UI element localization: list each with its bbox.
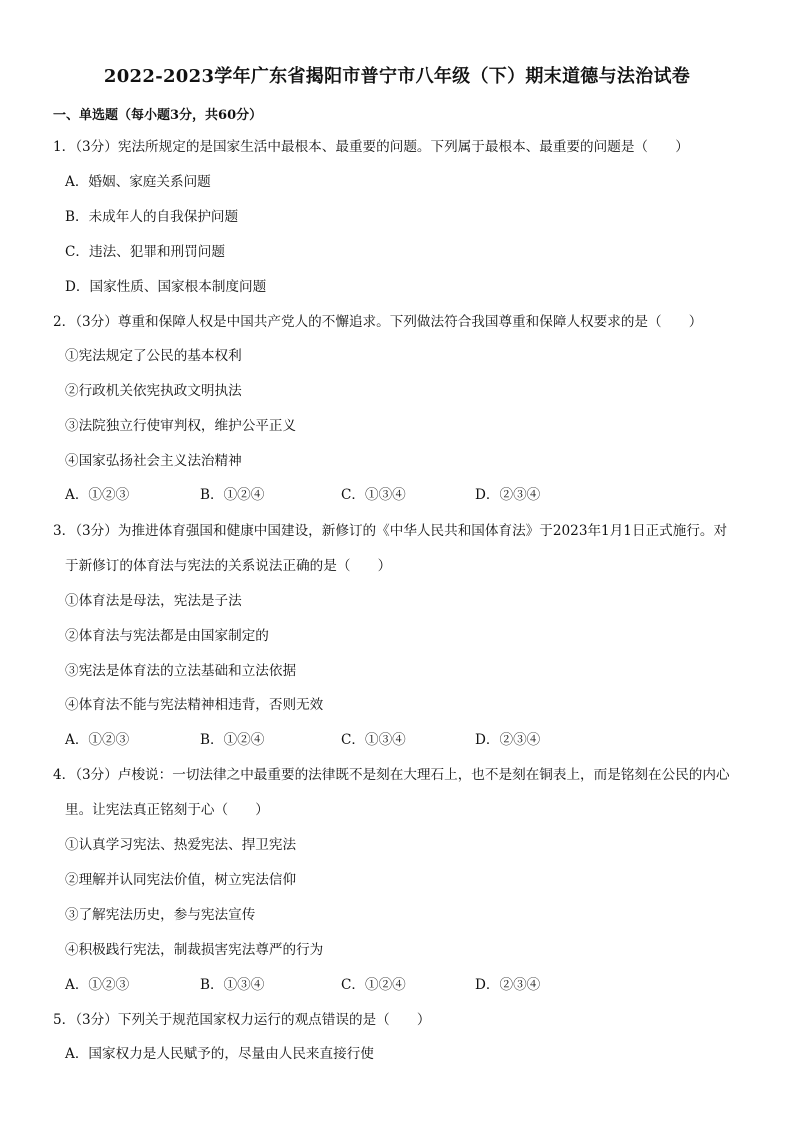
question-4-stem-line-2: 里。让宪法真正铭刻于心（ ） xyxy=(65,802,269,818)
q2-choice-d: D．②③④ xyxy=(475,487,541,503)
q4-choice-a: A．①②③ xyxy=(65,977,130,993)
q1-option-c: C．违法、犯罪和刑罚问题 xyxy=(65,244,225,260)
q3-item-4: ④体育法不能与宪法精神相违背，否则无效 xyxy=(65,697,324,713)
q3-item-1: ①体育法是母法，宪法是子法 xyxy=(65,593,242,609)
q1-option-d: D．国家性质、国家根本制度问题 xyxy=(65,279,267,295)
q2-item-4: ④国家弘扬社会主义法治精神 xyxy=(65,453,242,469)
question-2-stem: 2．（3分）尊重和保障人权是中国共产党人的不懈追求。下列做法符合我国尊重和保障人权要求的是（ ） xyxy=(53,314,703,330)
q2-item-2: ②行政机关依宪执政文明执法 xyxy=(65,383,242,399)
question-5-stem: 5．（3分）下列关于规范国家权力运行的观点错误的是（ ） xyxy=(53,1012,431,1028)
question-3-stem-line-1: 3．（3分）为推进体育强国和健康中国建设，新修订的《中华人民共和国体育法》于2023年1月1日正式施行。对 xyxy=(53,523,728,539)
q4-item-2: ②理解并认同宪法价值，树立宪法信仰 xyxy=(65,872,297,888)
q2-item-3: ③法院独立行使审判权，维护公平正义 xyxy=(65,418,297,434)
q3-item-2: ②体育法与宪法都是由国家制定的 xyxy=(65,628,269,644)
q3-choice-c: C．①③④ xyxy=(341,732,406,748)
question-4-stem-line-1: 4．（3分）卢梭说：一切法律之中最重要的法律既不是刻在大理石上，也不是刻在铜表上，而是铭刻在公民的内心 xyxy=(53,767,730,783)
q1-option-a: A．婚姻、家庭关系问题 xyxy=(65,174,211,190)
q4-item-4: ④积极践行宪法，制裁损害宪法尊严的行为 xyxy=(65,942,324,958)
q4-choice-b: B．①③④ xyxy=(200,977,265,993)
q4-item-1: ①认真学习宪法、热爱宪法、捍卫宪法 xyxy=(65,837,297,853)
q4-choice-c: C．①②④ xyxy=(341,977,406,993)
question-1-stem: 1．（3分）宪法所规定的是国家生活中最根本、最重要的问题。下列属于最根本、最重要的问题是（ ） xyxy=(53,139,689,155)
q2-choice-c: C．①③④ xyxy=(341,487,406,503)
section-heading: 一、单选题（每小题3分，共60分） xyxy=(53,108,263,123)
q2-choice-a: A．①②③ xyxy=(65,487,130,503)
q4-item-3: ③了解宪法历史，参与宪法宣传 xyxy=(65,907,256,923)
q1-option-b: B．未成年人的自我保护问题 xyxy=(65,209,239,225)
q2-item-1: ①宪法规定了公民的基本权利 xyxy=(65,348,242,364)
question-3-stem-line-2: 于新修订的体育法与宪法的关系说法正确的是（ ） xyxy=(65,558,392,574)
q3-choice-d: D．②③④ xyxy=(475,732,541,748)
q3-choice-a: A．①②③ xyxy=(65,732,130,748)
q4-choice-d: D．②③④ xyxy=(475,977,541,993)
page-title: 2022-2023学年广东省揭阳市普宁市八年级（下）期末道德与法治试卷 xyxy=(103,66,691,87)
q5-option-a: A．国家权力是人民赋予的，尽量由人民来直接行使 xyxy=(65,1046,374,1062)
q3-choice-b: B．①②④ xyxy=(200,732,265,748)
q2-choice-b: B．①②④ xyxy=(200,487,265,503)
q3-item-3: ③宪法是体育法的立法基础和立法依据 xyxy=(65,663,297,679)
